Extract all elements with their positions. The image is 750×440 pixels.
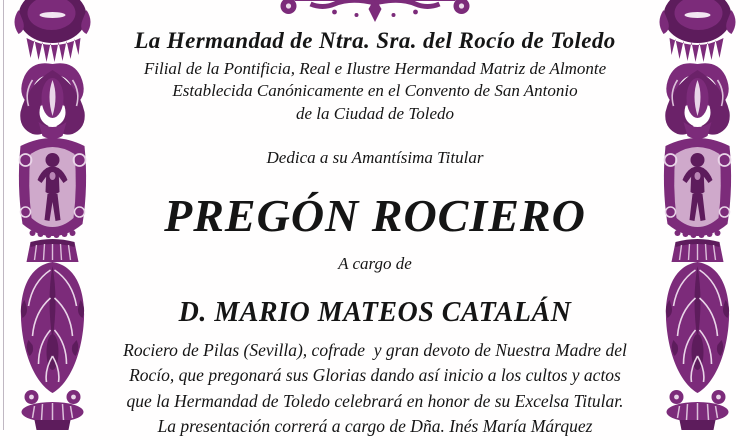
a-cargo-de-line: A cargo de (338, 253, 412, 273)
speaker-name: D. MARIO MATEOS CATALÁN (178, 296, 572, 328)
body-paragraph (100, 338, 650, 440)
dedication-line: Dedica a su Amantísima Titular (266, 147, 484, 167)
subtitle-line-1: Filial de la Pontificia, Real e Ilustre Hermandad Matriz de Almonte (143, 59, 607, 78)
top-flourish-ornament (273, 0, 478, 22)
subtitle-line-2: Establecida Canónicamente en el Convento de San Antonio (172, 81, 578, 101)
main-title-pregon-rociero: PREGÓN ROCIERO (164, 189, 586, 241)
body-line-1: Rociero de Pilas (Sevilla), cofrade y gran devoto de Nuestra Madre del (123, 339, 627, 360)
body-line-2: Rocío, que pregonará sus Glorias dando así inicio a los cultos y actos (129, 365, 621, 386)
body-line-4: La presentación correrá a cargo de Dña. Inés María Márquez (157, 416, 593, 437)
left-border-baroque-column-ornament (0, 0, 105, 430)
right-border-baroque-column-ornament (645, 0, 750, 430)
certificate-text-block (100, 24, 650, 440)
subtitle-line-3: de la Ciudad de Toledo (295, 103, 455, 123)
body-line-3: que la Hermandad de Toledo celebrará en honor de su Excelsa Titular. (126, 390, 624, 411)
hermandad-title: La Hermandad de Ntra. Sra. del Rocío de Toledo (134, 28, 616, 53)
